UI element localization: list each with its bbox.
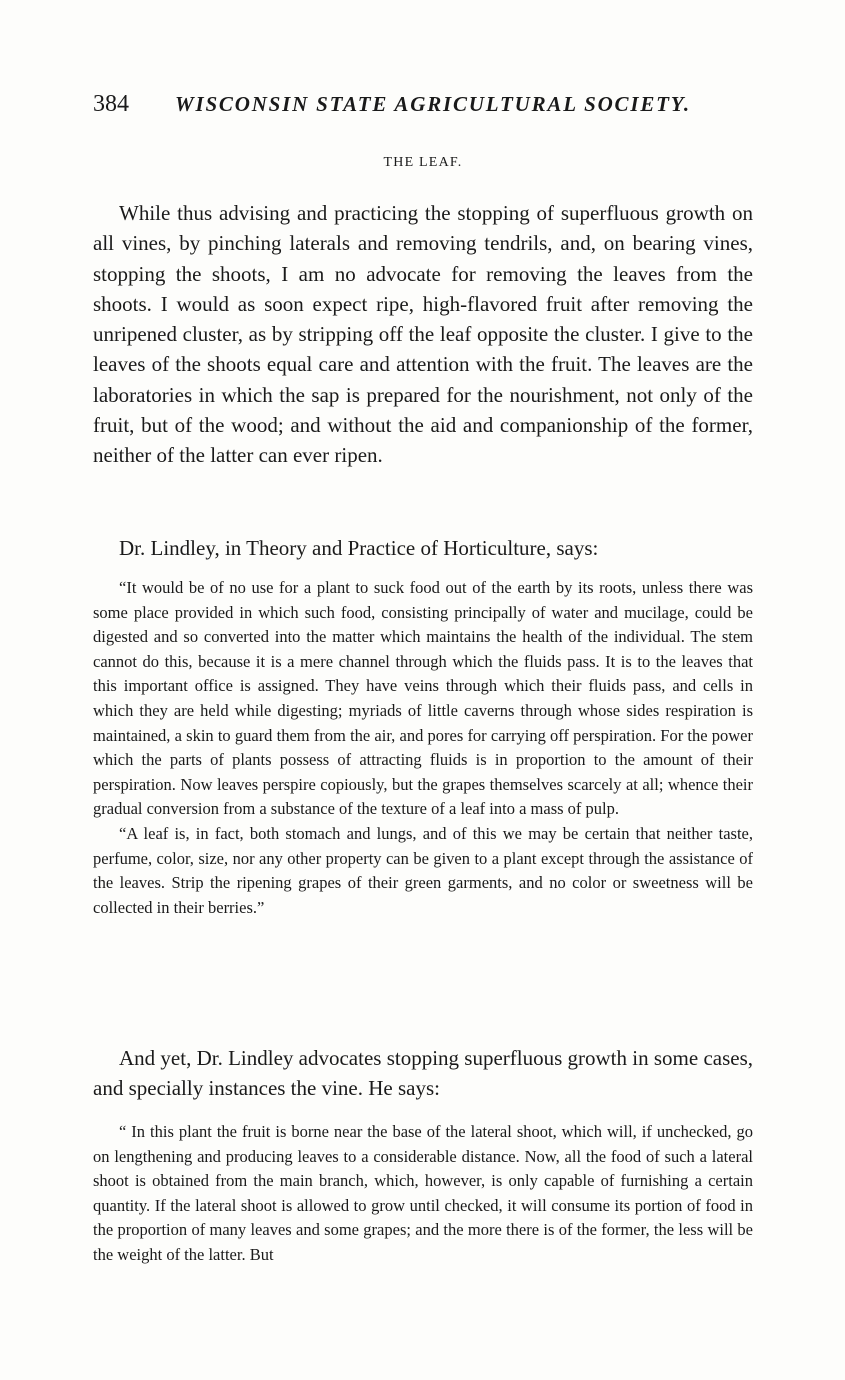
paragraph-text: While thus advising and practicing the stopping of superfluous growth on all vines, by pinching laterals and removing tendrils, and, on bearing vines, stopping the shoots, I am no advocate for removing the leaves from the shoots. I would as soon expect ripe, high-flavored fruit after removing the unripened cluster, as by stripping off the leaf opposite the cluster. I give to the leaves of the shoots equal care and attention with the fruit. The leaves are the laboratories in which the sap is prepared for the nourishment, not only of the fruit, but of the wood; and without the aid and companionship of the former, neither of the latter can ever ripen.: [93, 201, 753, 468]
quotation-lindley-vine: [93, 1120, 753, 1268]
quotation-paragraph: “It would be of no use for a plant to suck food out of the earth by its roots, unless there was some place provided in which such food, consisting principally of water and mucilage, could be digested and so converted into the matter which maintains the health of the individual. The stem cannot do this, because it is a mere channel through which the fluids pass. It is to the leaves that this important office is assigned. They have veins through which their fluids pass, and cells in which they are held while digesting; myriads of little caverns through whose sides respiration is maintained, a skin to guard them from the air, and pores for carrying off perspiration. For the power which the parts of plants possess of attracting fluids is in proportion to the amount of their perspiration. Now leaves perspire copiously, but the grapes themselves scarcely at all; whence their gradual conversion from a substance of the texture of a leaf into a mass of pulp.: [93, 578, 753, 819]
paragraph-advising: [93, 198, 753, 471]
quotation-paragraph: “ In this plant the fruit is borne near the base of the lateral shoot, which will, if unchecked, go on lengthening and producing leaves to a considerable distance. Now, all the food of such a lateral shoot is obtained from the main branch, which, however, is only capable of furnishing a certain quantity. If the lateral shoot is allowed to grow until checked, it will consume its portion of food in the proportion of many leaves and some grapes; and the more there is of the former, the less will be the weight of the latter. But: [93, 1122, 753, 1264]
section-title: THE LEAF.: [383, 155, 463, 170]
page-header: [93, 88, 753, 124]
quotation-lindley-leaves: [93, 576, 753, 920]
paragraph-text: Dr. Lindley, in Theory and Practice of Horticulture, says:: [119, 536, 599, 560]
paragraph-text: And yet, Dr. Lindley advocates stopping superfluous growth in some cases, and specially instances the vine. He says:: [93, 1046, 753, 1101]
quotation-paragraph: “A leaf is, in fact, both stomach and lungs, and of this we may be certain that neither taste, perfume, color, size, nor any other property can be given to a plant except through the assistance of the leaves. Strip the ripening grapes of their green garments, and no color or sweetness will be collected in their berries.”: [93, 823, 753, 917]
page-number: 384: [93, 91, 129, 117]
paragraph-lindley-intro: [93, 533, 753, 563]
running-head: WISCONSIN STATE AGRICULTURAL SOCIETY.: [175, 92, 691, 116]
paragraph-and-yet: [93, 1043, 753, 1104]
